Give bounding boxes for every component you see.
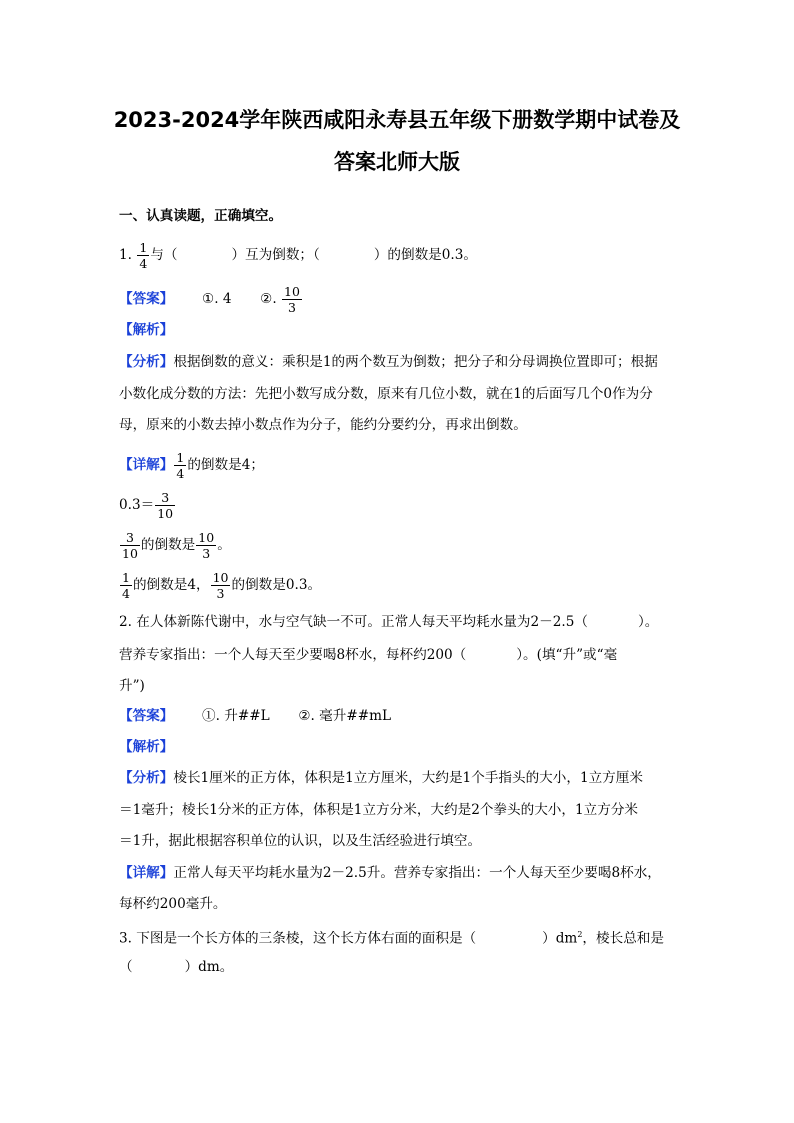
detail-line: 0.3＝ $\frac{3}{10}$ xyxy=(119,490,174,521)
answer-value-1: ①. 4 xyxy=(202,291,232,307)
detail-line: 每杯约200毫升。 xyxy=(119,896,227,912)
analysis-text: ＝1毫升；棱长1分米的正方体，体积是1立方分米，大约是2个拳头的大小，1立方分米 xyxy=(119,802,639,818)
detail-line: 【详解】正常人每天平均耗水量为2－2.5升。营养专家指出：一个人每天至少要喝8杯水， xyxy=(119,865,661,881)
answer-2 xyxy=(119,706,391,726)
answer-1 xyxy=(119,284,303,315)
doc-title-line2: 答案北师大版 xyxy=(334,150,460,174)
fraction: $\frac{10}{3}$ xyxy=(284,284,300,315)
analysis-text: ＝1升，据此根据容积单位的认识，以及生活经验进行填空。 xyxy=(119,833,482,849)
question-2: 2. 在人体新陈代谢中，水与空气缺一不可。正常人每天平均耗水量为2－2.5（ ）。 xyxy=(119,614,659,630)
question-2-line: 升”) xyxy=(119,678,145,694)
detail-line: $\frac{1}{4}$ 的倒数是4， $\frac{10}{3}$ 的倒数是0.3。 xyxy=(122,570,322,601)
question-number: 1. xyxy=(119,247,132,263)
detail-line: $\frac{3}{10}$ 的倒数是 $\frac{10}{3}$ 。 xyxy=(122,530,231,561)
analysis-text: 小数化成分数的方法：先把小数写成分数，原来有几位小数，就在1的后面写几个0作为分 xyxy=(119,386,653,402)
fraction: $\frac{3}{10}$ xyxy=(122,530,138,561)
question-3-line: （ ）dm。 xyxy=(119,959,234,975)
fraction: $\frac{1}{4}$ xyxy=(122,570,130,601)
fraction: $\frac{3}{10}$ xyxy=(157,490,174,521)
answer-value-2: ②. xyxy=(260,291,277,307)
doc-title-line1: 2023-2024学年陕西咸阳永寿县五年级下册数学期中试卷及 xyxy=(113,108,681,132)
answer-tag: 【答案】 xyxy=(119,708,174,724)
question-2-line: 营养专家指出：一个人每天至少要喝8杯水，每杯约200（ ）。(填“升”或“毫 xyxy=(119,647,618,663)
analysis-text: 母，原来的小数去掉小数点作为分子，能约分要约分，再求出倒数。 xyxy=(119,417,527,433)
answer-value-1: ①. 升##L xyxy=(202,708,270,724)
analysis-tag: 【解析】 xyxy=(119,322,174,338)
fraction: $\frac{10}{3}$ xyxy=(198,530,215,561)
answer-tag: 【答案】 xyxy=(119,291,174,307)
fraction: $\frac{1}{4}$ xyxy=(176,450,185,481)
analysis-text: 【分析】棱长1厘米的正方体，体积是1立方厘米，大约是1个手指头的大小，1立方厘米 xyxy=(119,770,643,786)
analysis-text: 【分析】根据倒数的意义：乘积是1的两个数互为倒数；把分子和分母调换位置即可；根据 xyxy=(119,354,658,370)
question-3: 3. 下图是一个长方体的三条棱，这个长方体右面的面积是（ ）$dm^2$，棱长总和是 xyxy=(119,930,664,947)
fraction: $\frac{1}{4}$ xyxy=(139,240,148,271)
section-heading: 一、认真读题，正确填空。 xyxy=(119,208,283,224)
fraction: $\frac{10}{3}$ xyxy=(212,570,229,601)
analysis-tag: 【解析】 xyxy=(119,739,174,755)
detail-line: 【详解】 $\frac{1}{4}$ 的倒数是4； xyxy=(119,450,264,481)
question-1: 1. $\frac{1}{4}$ 与（ ）互为倒数；（ ）的倒数是0.3。 xyxy=(119,240,477,271)
answer-value-2: ②. 毫升##mL xyxy=(298,708,392,724)
